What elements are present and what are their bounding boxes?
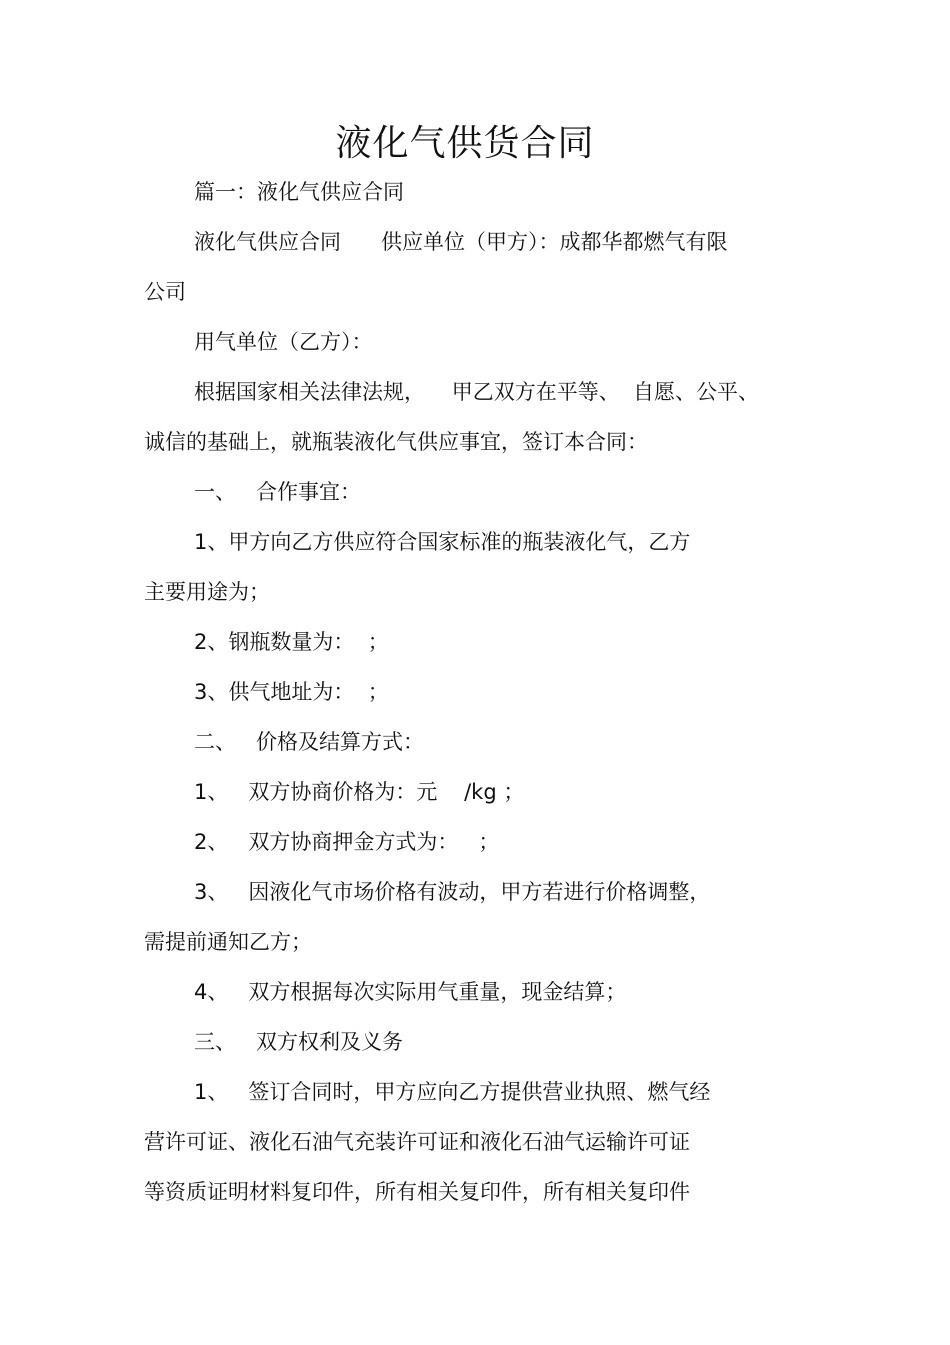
clause-item: 2、钢瓶数量为： ； [194, 630, 389, 654]
clause-item: 1、 签订合同时，甲方应向乙方提供营业执照、燃气经 [194, 1080, 711, 1104]
clause-item: 3、 因液化气市场价格有波动，甲方若进行价格调整， [194, 880, 711, 904]
clause-item: 1、甲方向乙方供应符合国家标准的瓶装液化气，乙方 [194, 530, 691, 554]
clause-item: 3、供气地址为： ； [194, 680, 389, 704]
clause-item: 主要用途为； [144, 580, 270, 604]
paragraph-line: 公司 [144, 280, 186, 304]
clause-heading: 二、 价格及结算方式： [194, 730, 425, 754]
clause-item: 等资质证明材料复印件，所有相关复印件，所有相关复印件 [144, 1180, 690, 1204]
section-heading: 篇一：液化气供应合同 [194, 180, 404, 204]
document-title: 液化气供货合同 [335, 123, 595, 164]
paragraph-line: 诚信的基础上，就瓶装液化气供应事宜，签订本合同： [144, 430, 648, 454]
paragraph-line: 根据国家相关法律法规， 甲乙双方在平等、 自愿、公平、 [194, 380, 760, 404]
clause-item: 4、 双方根据每次实际用气重量，现金结算； [194, 980, 627, 1004]
clause-item: 2、 双方协商押金方式为： ； [194, 830, 500, 854]
clause-item: 需提前通知乙方； [144, 930, 312, 954]
clause-item: 1、 双方协商价格为：元 /kg ； [194, 780, 525, 804]
clause-heading: 三、 双方权利及义务 [194, 1030, 404, 1054]
paragraph-line: 用气单位（乙方）： [194, 330, 373, 354]
paragraph-line: 液化气供应合同 供应单位（甲方）：成都华都燃气有限 [194, 230, 728, 254]
clause-heading: 一、 合作事宜： [194, 480, 362, 504]
clause-item: 营许可证、液化石油气充装许可证和液化石油气运输许可证 [144, 1130, 690, 1154]
